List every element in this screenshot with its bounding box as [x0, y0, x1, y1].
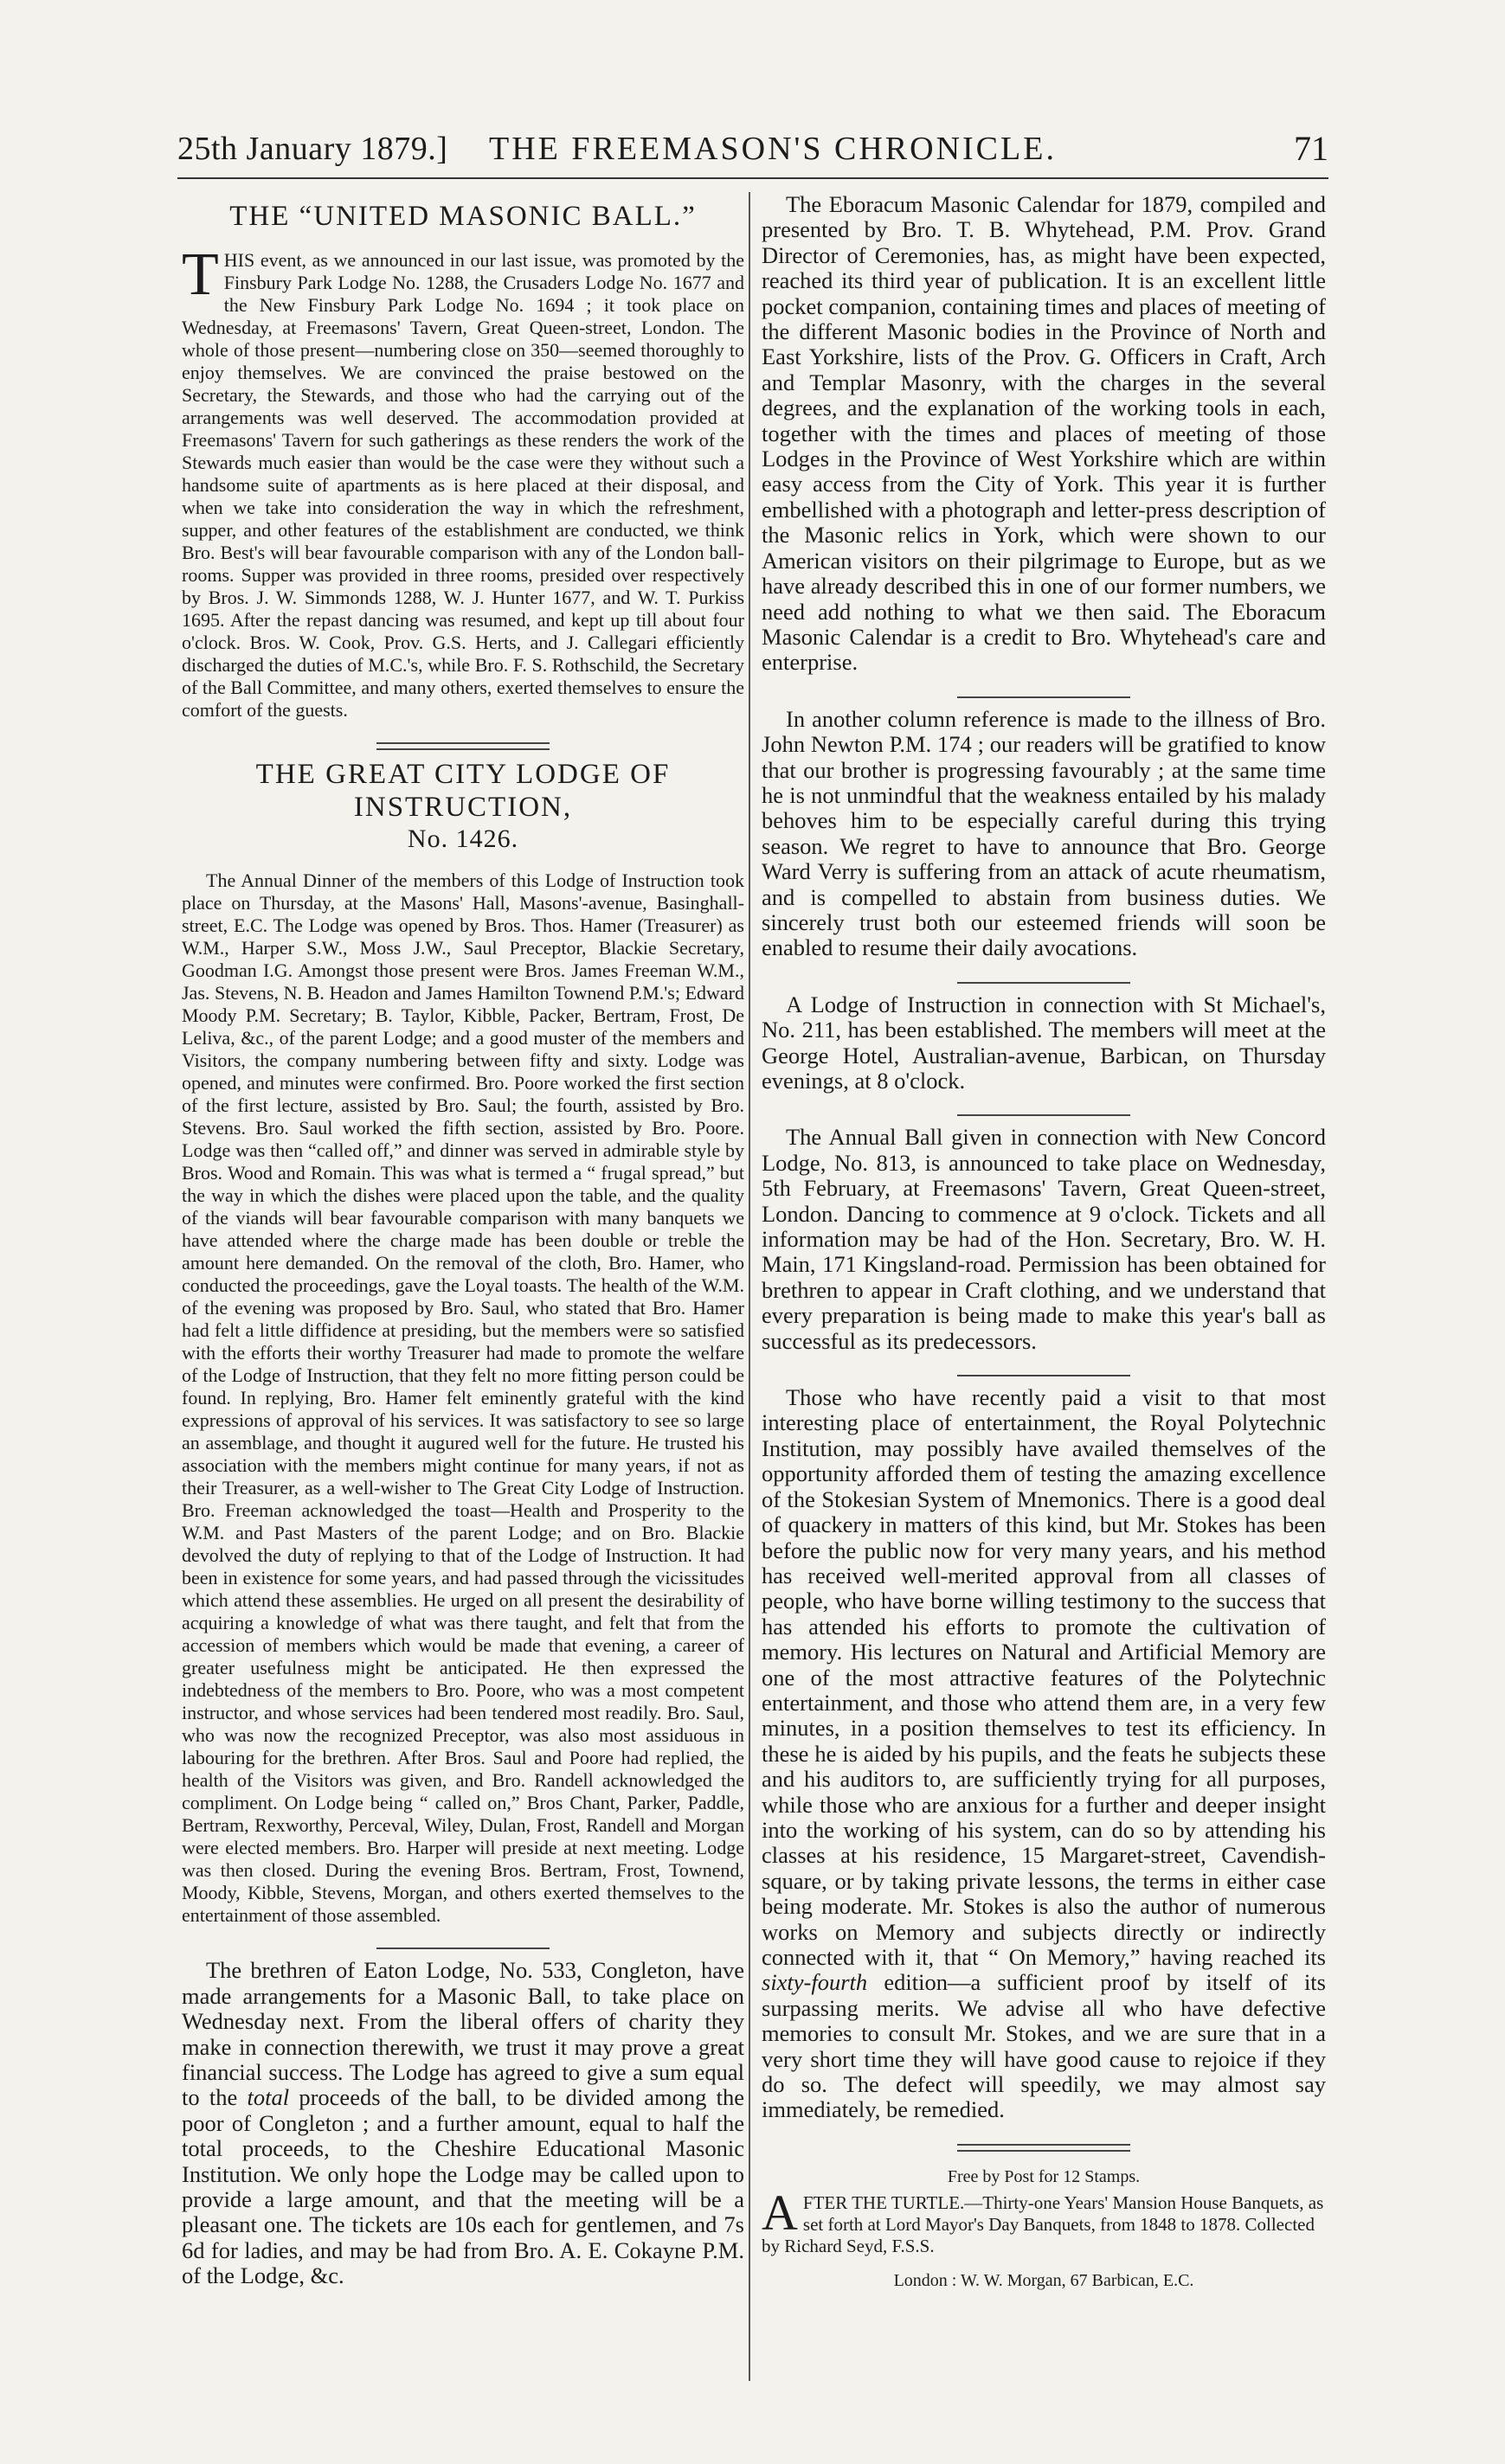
stokes-italic: sixty-fourth: [762, 1969, 868, 1996]
united-masonic-ball-text: HIS event, as we announced in our last issue, was promoted by the Finsbury Park Lodge No. 1288, the Crusaders Lodge No. 1677 and the New Finsbury Park Lodge No. 1694 ; it took place on Wednesday, at Freemasons' Tavern, Great Queen-street, London. The whole of those present—numbering close on 350—seemed thoroughly to enjoy themselves. We are convinced the praise bestowed on the Secretary, the Stewards, and those who had the carrying out of the arrangements was well deserved. The accommodation provided at Freemasons' Tavern for such gatherings as these renders the work of the Stewards much easier than would be the case were they without such a handsome suite of apartments as is here placed at their disposal, and when we take into consideration the way in which the refreshment, supper, and other features of the establishment are conducted, we think Bro. Best's will bear favourable comparison with any of the London ball-rooms. Supper was provided in three rooms, presided over respectively by Bros. J. W. Simmonds 1288, W. J. Hunter 1677, and W. T. Purkiss 1695. After the repast dancing was resumed, and kept up till about four o'clock. Bros. W. Cook, Prov. G.S. Herts, and J. Callegari efficiently discharged the duties of M.C.'s, while Bro. F. S. Rothschild, the Secretary of the Ball Committee, and many others, exerted themselves to ensure the comfort of the guests.: [182, 248, 744, 721]
stokes-article: [762, 1385, 1326, 2123]
st-michael-article: [762, 992, 1326, 1094]
column-divider: [749, 192, 750, 2381]
eaton-lodge-paragraph: [182, 1958, 744, 2288]
great-city-lodge-title: [182, 759, 744, 854]
great-city-lodge-heading: THE GREAT CITY LODGE OF INSTRUCTION,: [255, 758, 671, 823]
ad-text: FTER THE TURTLE.—Thirty-one Years' Mansion House Banquets, as set forth at Lord Mayor's Day Banquets, from 1848 to 1878. Collected by Richard Seyd, F.S.S.: [762, 2191, 1324, 2256]
section-divider: [376, 742, 550, 750]
eaton-text-2: proceeds of the ball, to be divided among the poor of Congleton ; and a further amount, equal to half the total proceeds, to the Cheshire Educational Masonic Institution. We only hope the Lodge may be called upon to provide a large amount, and that the meeting will be a pleasant one. The tickets are 10s each for gentlemen, and 7s 6d for ladies, and may be had from Bro. A. E. Cokayne P.M. of the Lodge, &c.: [182, 2084, 744, 2289]
section-divider: [957, 2144, 1130, 2152]
left-column: [182, 192, 744, 2289]
page-number: 71: [1294, 129, 1328, 168]
stokes-paragraph: [762, 1385, 1326, 2123]
issue-date: 25th January 1879.]: [177, 131, 448, 167]
section-divider: [957, 696, 1130, 698]
new-concord-article: [762, 1125, 1326, 1354]
united-masonic-ball-article: [182, 241, 744, 722]
great-city-lodge-number: No. 1426.: [407, 824, 519, 853]
eaton-text-1: The brethren of Eaton Lodge, No. 533, Congleton, have made arrangements for a Masonic Ball, to take place on Wednesday next. From the liberal offers of charity they make in connection therewith, we trust it may prove a great financial success. The Lodge has agreed to give a sum equal to the: [182, 1957, 744, 2111]
st-michael-paragraph: A Lodge of Instruction in connection with St Michael's, No. 211, has been established. The members will meet at the George Hotel, Australian-avenue, Barbican, on Thursday evenings, at 8 o'clock.: [762, 991, 1326, 1094]
newton-article: [762, 707, 1326, 961]
ad-dropcap: A: [762, 2184, 798, 2241]
page-header: [177, 121, 1328, 173]
eaton-italic: total: [247, 2084, 290, 2111]
eboracum-paragraph: The Eboracum Masonic Calendar for 1879, compiled and presented by Bro. T. B. Whytehead, P.M. Prov. Grand Director of Ceremonies, has, as might have been expected, reached its third year of publication. It is an excellent little pocket companion, containing times and places of meeting of the different Masonic bodies in the Province of North and East Yorkshire, lists of the Prov. G. Officers in Craft, Arch and Templar Masonry, with the charges in the several degrees, and the explanation of the working tools in each, together with the times and places of meeting of those Lodges in the Province of West Yorkshire which are within easy access from the City of York. This year it is further embellished with a photograph and letter-press description of the Masonic relics in York, which were shown to our American visitors on their pilgrimage to Europe, but as we have already described this in one of our former numbers, we need add nothing to what we then said. The Eboracum Masonic Calendar is a credit to Bro. Whytehead's care and enterprise.: [762, 191, 1326, 676]
eboracum-calendar-article: [762, 192, 1326, 676]
newton-paragraph: In another column reference is made to the illness of Bro. John Newton P.M. 174 ; our readers will be gratified to know that our brother is progressing favourably ; at the same time he is not unmindful that the weakness entailed by his malady behoves him to be especially careful during this trying season. We regret to have to announce that Bro. George Ward Verry is suffering from an attack of acute rheumatism, and is compelled to abstain from business duties. We sincerely trust both our esteemed friends will soon be enabled to resume their daily avocations.: [762, 705, 1326, 961]
united-masonic-ball-title: THE “UNITED MASONIC BALL.”: [229, 201, 697, 232]
advertisement: [762, 2167, 1326, 2291]
section-divider: [957, 982, 1130, 984]
masthead: THE FREEMASON'S CHRONICLE.: [489, 131, 1057, 167]
right-column: [762, 192, 1326, 2291]
section-divider: [376, 1947, 550, 1949]
great-city-lodge-article: [182, 869, 744, 1927]
stokes-text-1: Those who have recently paid a visit to that most interesting place of entertainment, the Royal Polytechnic Institution, may possibly have availed themselves of the opportunity afforded them of testing the amazing excellence of the Stokesian System of Mnemonics. There is a good deal of quackery in matters of this kind, but Mr. Stokes has been before the public now for very many years, and his method has received well-merited approval from all classes of people, who have borne willing testimony to the success that has attended his efforts to promote the cultivation of memory. His lectures on Natural and Artificial Memory are one of the most attractive features of the Polytechnic entertainment, and those who attend them are, in a very few minutes, in a position themselves to test its efficiency. In these he is aided by his pupils, and the feats he subjects these and his auditors to, are sufficiently trying for all purposes, while those who are anxious for a further and deeper insight into the working of his system, can do so by attending his classes at his residence, 15 Margaret-street, Cavendish-square, or by taking private lessons, the terms in either case being moderate. Mr. Stokes is also the author of numerous works on Memory and subjects directly or indirectly connected with it, that “ On Memory,” having reached its: [762, 1384, 1326, 1970]
ad-price-note: Free by Post for 12 Stamps.: [947, 2166, 1141, 2186]
ad-body: [762, 2184, 1326, 2257]
header-rule: [177, 177, 1328, 179]
ad-publisher: London : W. W. Morgan, 67 Barbican, E.C.: [893, 2270, 1194, 2290]
new-concord-paragraph: The Annual Ball given in connection with New Concord Lodge, No. 813, is announced to take place on Wednesday, 5th February, at Freemasons' Tavern, Great Queen-street, London. Dancing to commence at 9 o'clock. Tickets and all information may be had of the Hon. Secretary, Bro. W. H. Main, 171 Kingsland-road. Permission has been obtained for brethren to appear in Craft clothing, and we understand that every preparation is being made to make this year's ball as successful as its predecessors.: [762, 1124, 1326, 1354]
dropcap-letter: T: [182, 241, 219, 308]
section-divider: [957, 1375, 1130, 1376]
stokes-text-2: edition—a sufficient proof by itself of its surpassing merits. We advise all who have defective memories to consult Mr. Stokes, and we are sure that in a very short time they will have good cause to rejoice if they do so. The defect will speedily, we may almost say immediately, be remedied.: [762, 1969, 1326, 2123]
section-divider: [957, 1114, 1130, 1116]
eaton-lodge-article: [182, 1958, 744, 2288]
great-city-lodge-paragraph: The Annual Dinner of the members of this Lodge of Instruction took place on Thursday, at the Masons' Hall, Masons'-avenue, Basinghall-street, E.C. The Lodge was opened by Bros. Thos. Hamer (Treasurer) as W.M., Harper S.W., Moss J.W., Saul Preceptor, Blackie Secretary, Goodman I.G. Amongst those present were Bros. James Freeman W.M., Jas. Stevens, N. B. Headon and James Hamilton Townend P.M.'s; Edward Moody P.M. Secretary; B. Taylor, Kibble, Packer, Bertram, Frost, De Leliva, &c., of the parent Lodge; and a good muster of the members and Visitors, the company numbering between fifty and sixty. Lodge was opened, and minutes were confirmed. Bro. Poore worked the first section of the first lecture, assisted by Bro. Saul; the fourth, assisted by Bro. Stevens. Bro. Saul worked the fifth section, assisted by Bro. Poore. Lodge was then “called off,” and dinner was served in admirable style by Bros. Wood and Romain. This was what is termed a “ frugal spread,” but the way in which the dishes were placed upon the table, and the quality of the viands will bear favourable comparison with many banquets we have attended where the charge made has been double or treble the amount here demanded. On the removal of the cloth, Bro. Hamer, who conducted the proceedings, gave the Loyal toasts. The health of the W.M. of the evening was proposed by Bro. Saul, who stated that Bro. Hamer had felt a little diffidence at presiding, but the members were so satisfied with the efforts their worthy Treasurer had made to promote the welfare of the Lodge of Instruction, that they felt no more fitting person could be found. In replying, Bro. Hamer felt eminently grateful with the kind expressions of approval of his services. It was satisfactory to see so large an assemblage, and thought it augured well for the future. He trusted his association with the members might continue for many years, if not as their Treasurer, as a well-wisher to The Great City Lodge of Instruction. Bro. Freeman acknowledged the toast—Health and Prosperity to the W.M. and Past Masters of the parent Lodge; and on Bro. Blackie devolved the duty of replying to that of the Lodge of Instruction. It had been in existence for some years, and had passed through the vicissitudes which attend these assemblies. He urged on all present the desirability of acquiring a knowledge of what was there taught, and felt that from the accession of members which would be made that evening, a career of greater usefulness might be anticipated. He then expressed the indebtedness of the members to Bro. Poore, who was a most competent instructor, and whose services had been tendered most readily. Bro. Saul, who was now the recognized Preceptor, was also most assiduous in labouring for the brethren. After Bros. Saul and Poore had replied, the health of the Visitors was given, and Bro. Randell acknowledged the compliment. On Lodge being “ called on,” Bros Chant, Parker, Paddle, Bertram, Rexworthy, Perceval, Wiley, Dulan, Frost, Randell and Morgan were elected members. Bro. Harper will preside at next meeting. Lodge was then closed. During the evening Bros. Bertram, Frost, Townend, Moody, Kibble, Stevens, Morgan, and others exerted themselves to the entertainment of those assembled.: [182, 869, 744, 1927]
